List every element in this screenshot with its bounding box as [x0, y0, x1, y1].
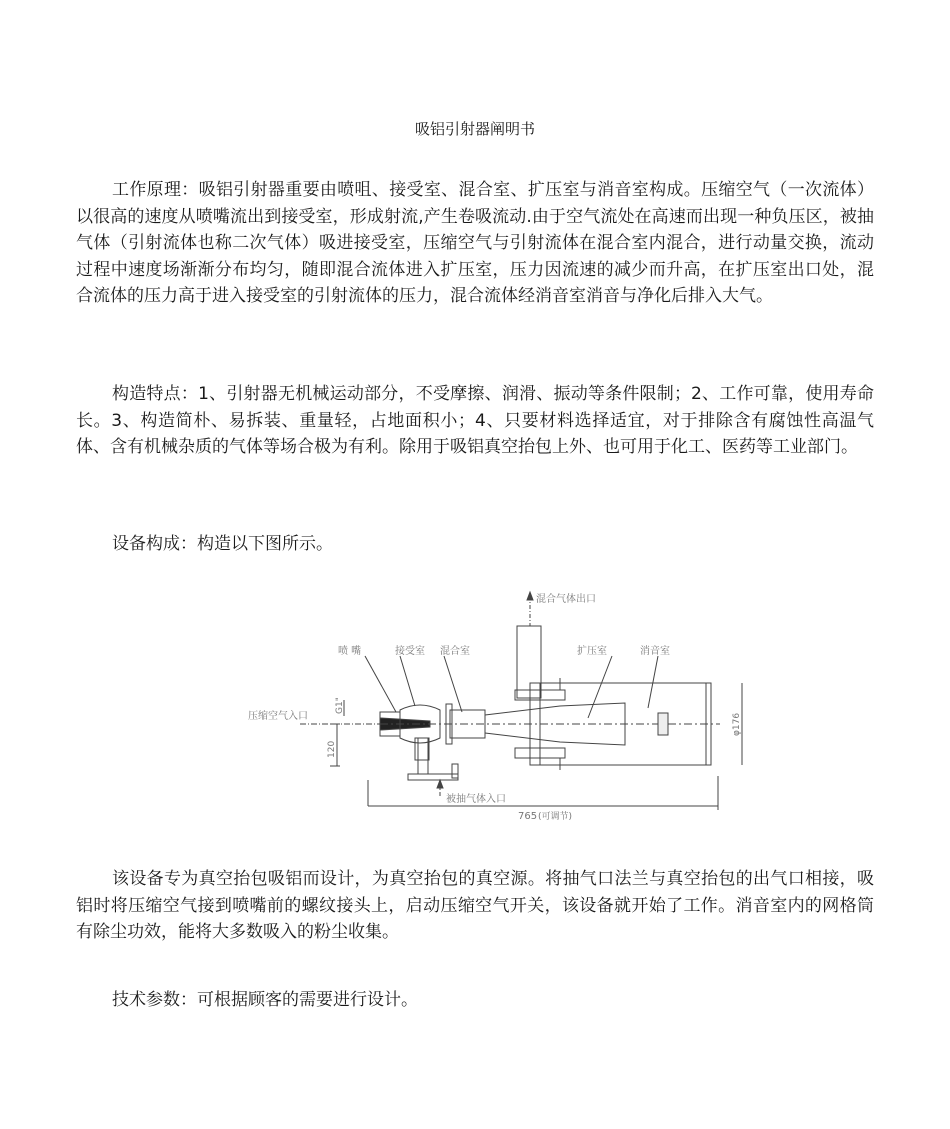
label-silencer: 消音室	[640, 646, 670, 657]
paragraph-technical-parameters: 技术参数：可根据顾客的需要进行设计。	[112, 990, 418, 1010]
label-mixing-chamber: 混合室	[440, 646, 470, 657]
paragraph-application: 该设备专为真空抬包吸铝而设计，为真空抬包的真空源。将抽气口法兰与真空抬包的出气口相接，吸铝时将压缩空气接到喷嘴前的螺纹接头上，启动压缩空气开关，该设备就开始了工作。消音室内的网格筒有除尘功效，能将大多数吸入的粉尘收集。	[76, 869, 874, 943]
label-air-inlet: 压缩空气入口	[248, 711, 308, 722]
dim-120: 120	[327, 740, 337, 758]
label-nozzle: 喷 嘴	[338, 646, 362, 657]
paragraph-equipment-composition: 设备构成：构造以下图所示。	[112, 534, 333, 554]
document-title: 吸铝引射器阐明书	[414, 120, 535, 138]
dim-765-note: (可调节)	[538, 812, 573, 822]
paragraph-working-principle: 工作原理：吸铝引射器重要由喷咀、接受室、混合室、扩压室与消音室构成。压缩空气（一次流体）以很高的速度从喷嘴流出到接受室，形成射流,产生卷吸流动.由于空气流处在高速而出现一种负压区，被抽气体（引射流体也称二次气体）吸进接受室，压缩空气与引射流体在混合室内混合，进行动量交换，流动过程中速度场渐渐分布均匀，随即混合流体进入扩压室，压力因流速的减少而升高，在扩压室出口处，混合流体的压力高于进入接受室的引射流体的压力，混合流体经消音室消音与净化后排入大气。	[76, 180, 874, 307]
dim-176: φ176	[732, 712, 742, 736]
ejector-diagram	[240, 588, 750, 833]
dim-765: 765	[518, 811, 538, 822]
label-receiving-chamber: 接受室	[395, 646, 425, 657]
label-mix-outlet: 混合气体出口	[536, 594, 596, 605]
dim-g1: G1"	[335, 697, 345, 714]
ejector-drawing	[240, 588, 750, 833]
label-suction-inlet: 被抽气体入口	[446, 794, 506, 805]
paragraph-structural-features: 构造特点：1、引射器无机械运动部分，不受摩擦、润滑、振动等条件限制；2、工作可靠，使用寿命长。3、构造简朴、易拆装、重量轻，占地面积小；4、只要材料选择适宜，对于排除含有腐蚀性高温气体、含有机械杂质的气体等场合极为有利。除用于吸铝真空抬包上外、也可用于化工、医药等工业部门。	[76, 384, 874, 458]
label-diffuser: 扩压室	[577, 646, 607, 657]
